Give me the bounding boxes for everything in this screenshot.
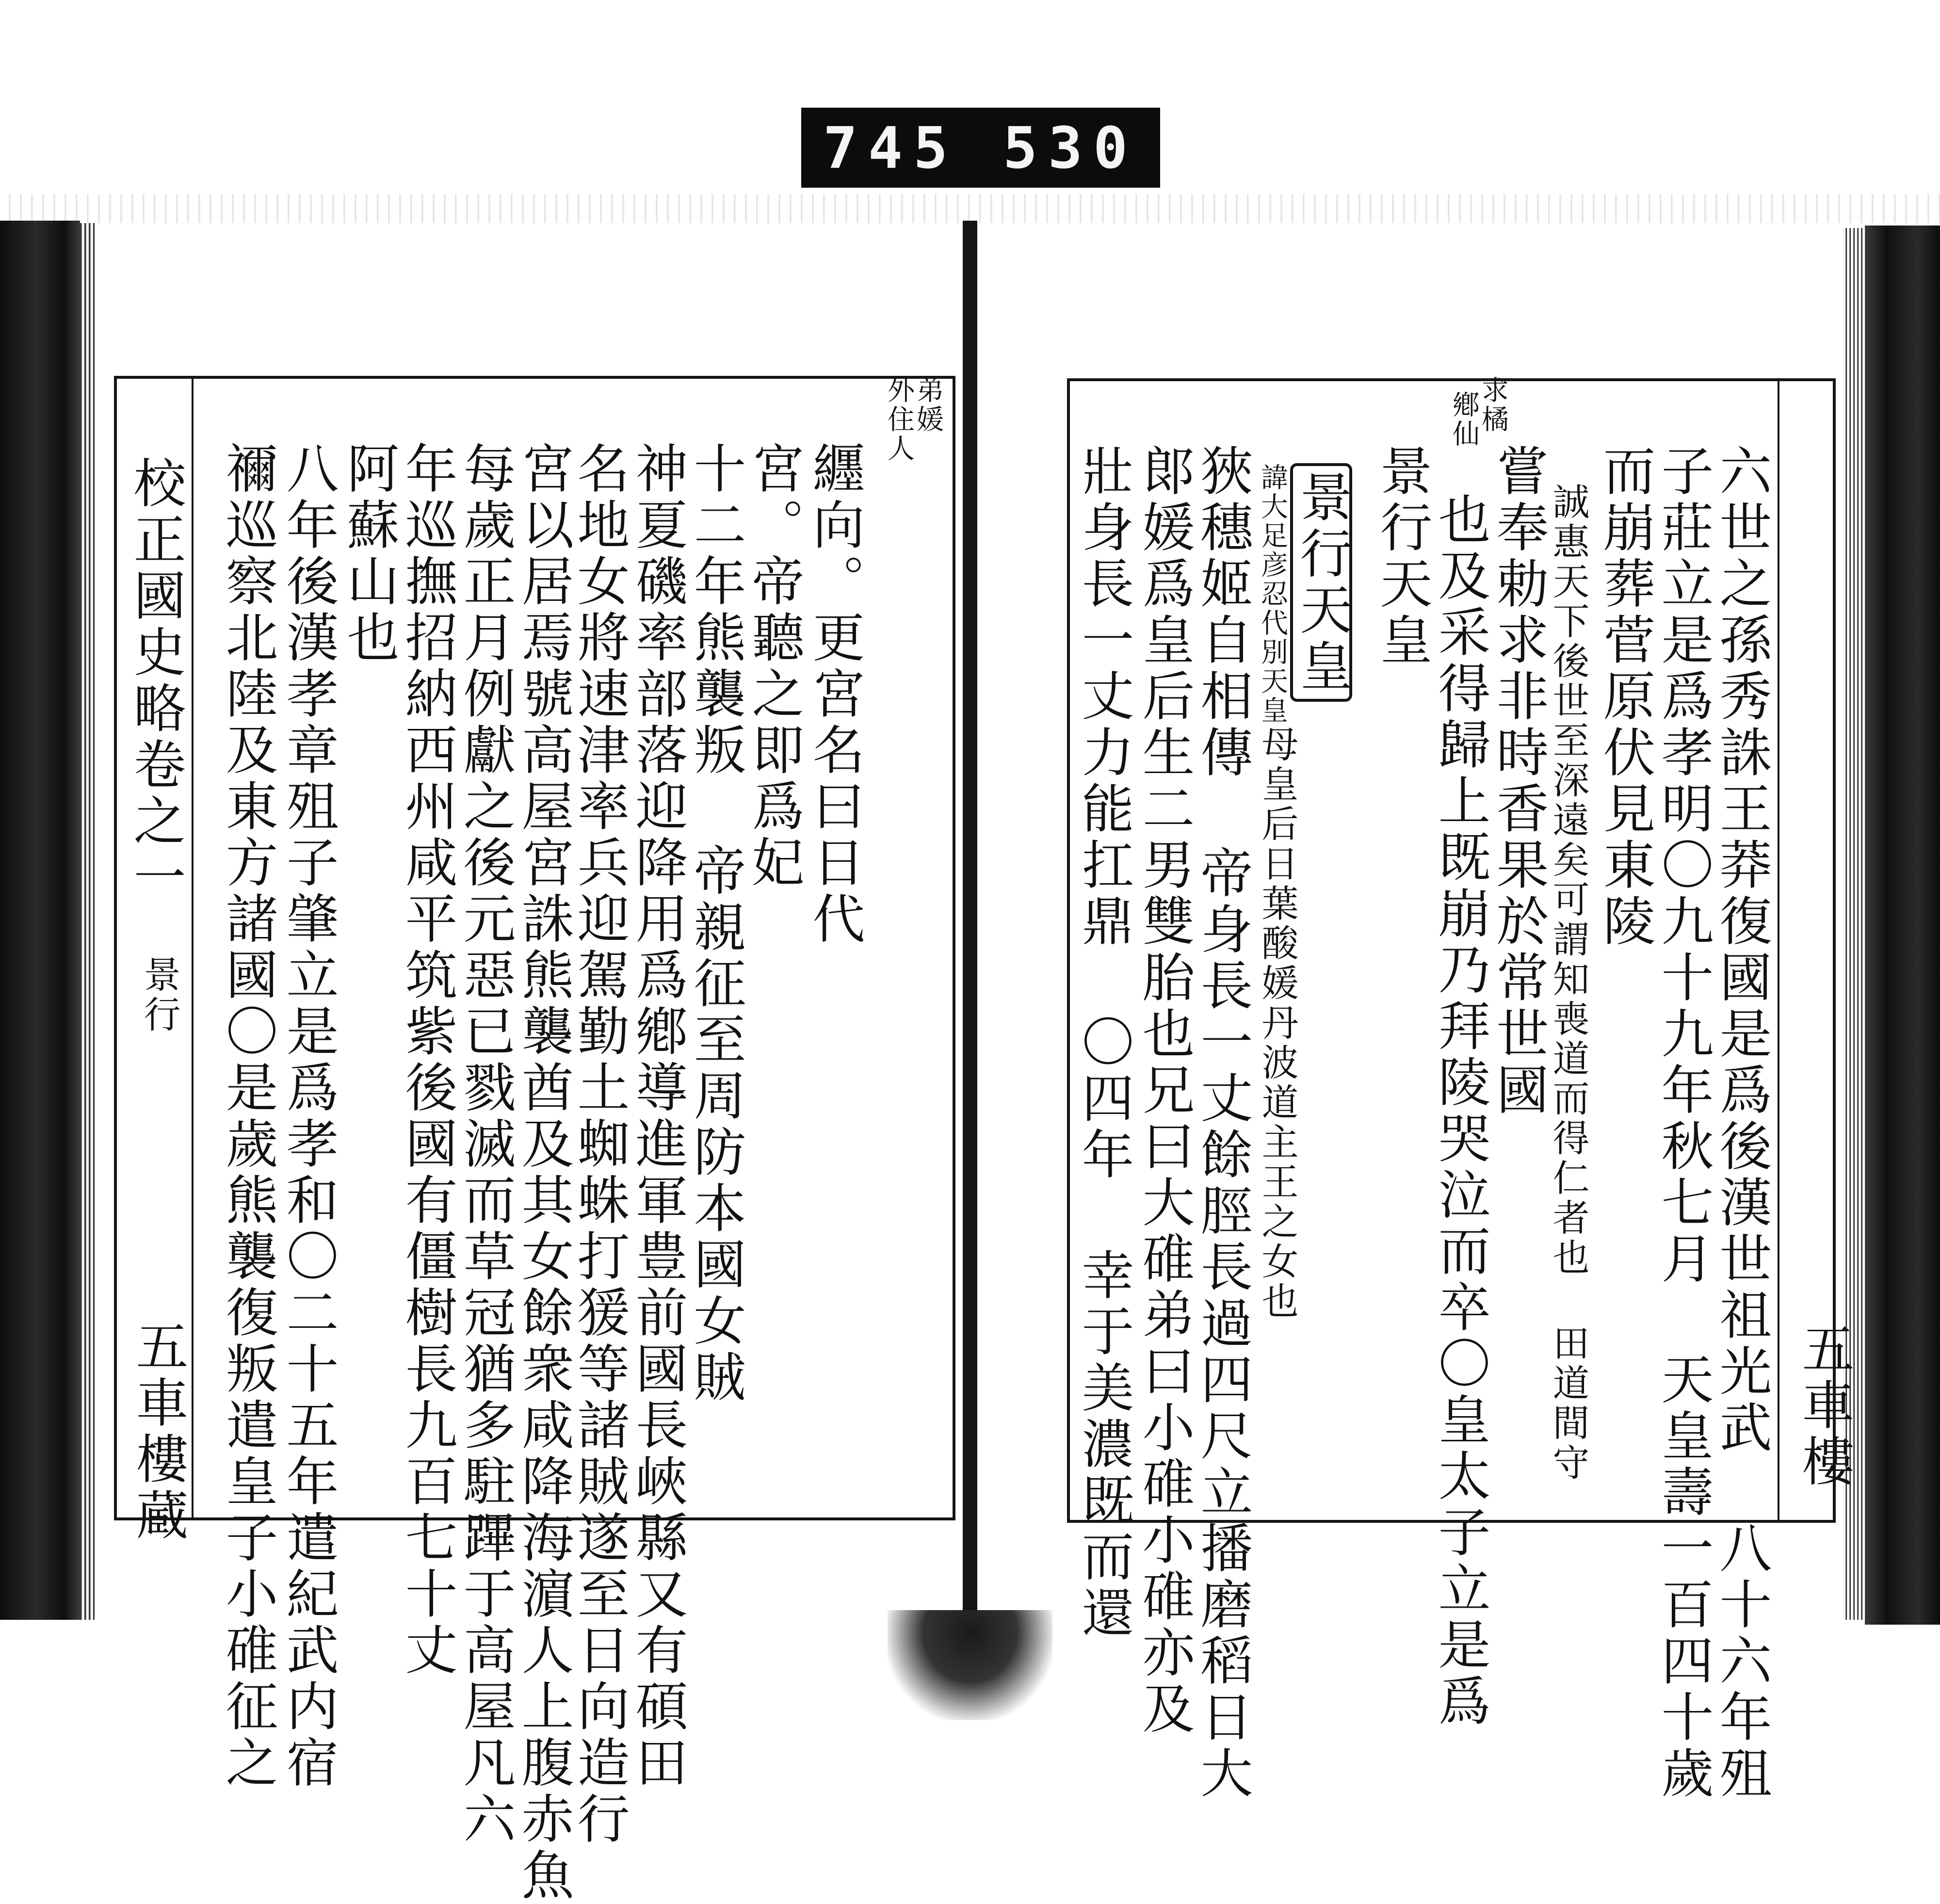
left-column-1: 纒向。更宮名曰日代 <box>804 441 864 948</box>
running-title: 校正國史略卷之一 <box>125 456 185 906</box>
archive-number-label <box>801 108 1160 188</box>
right-column-11: 壯身長一丈力能扛鼎 〇四年 幸于美濃既而還 <box>1073 444 1133 1642</box>
headnote-1: 弟媛 <box>912 376 944 434</box>
right-column-2: 子莊立是爲孝明〇九十九年秋七月 天皇壽一百四十歲 <box>1652 444 1713 1802</box>
right-column-1: 六世之孫秀誅王莽復國是爲後漢世祖光武 八十六年殂 <box>1711 444 1771 1802</box>
left-column-10: 八年後漢孝章殂子肇立是爲孝和〇二十五年遣紀武内宿 <box>277 441 338 1791</box>
left-column-rule <box>192 376 194 1520</box>
archive-number-right: 530 <box>1002 114 1138 181</box>
left-column-8: 年巡撫招納西州咸平筑紫後國有僵樹長九百七十丈 <box>396 441 457 1679</box>
right-column-6: 也及采得歸上既崩乃拜陵哭泣而卒〇皇太子立是爲 <box>1429 492 1490 1730</box>
reign-title-box: 景行天皇 <box>1290 463 1352 702</box>
left-column-4: 神夏磯率部落迎降用爲鄕導進軍豊前國長峽縣又有碩田 <box>627 441 687 1791</box>
publisher-footer-right: 五車樓 <box>1793 1322 1854 1490</box>
running-reign: 景行 <box>138 955 181 1035</box>
right-column-3: 而崩葬菅原伏見東陵 <box>1594 444 1655 950</box>
reign-subtitle: 諱大足彦忍代別天皇 <box>1257 463 1288 725</box>
mother-note: 母皇后日葉酸媛丹波道主王之女也 <box>1256 725 1299 1322</box>
headnote-2: 外住人 <box>883 376 915 463</box>
page-edges-left <box>80 223 95 1620</box>
book-gutter <box>963 221 977 1620</box>
gutter-shadow <box>888 1610 1052 1720</box>
left-top-rule <box>114 376 955 378</box>
left-column-6: 宮以居焉號高屋宮誅熊襲酋及其女餘衆咸降海濵人上腹赤魚 <box>513 441 573 1904</box>
left-column-3: 十二年熊襲叛 帝親征至周防本國女賊 <box>685 441 745 1406</box>
right-column-4: 誠惠天下後世至深遠矣可謂知喪道而得仁者也 田道間守 <box>1547 483 1590 1483</box>
left-page <box>95 228 963 1904</box>
book-cover-right <box>1865 226 1940 1625</box>
archive-number-left: 745 <box>823 114 959 181</box>
right-column-9: 狹穗姬自相傳 帝身長一丈餘脛長過四尺立播磨稻日大 <box>1192 444 1252 1802</box>
right-headnote-2: 鄕仙 <box>1448 390 1480 449</box>
left-column-9: 阿蘇山也 <box>338 441 399 666</box>
book-cover-left <box>0 221 80 1620</box>
left-column-2: 宮。帝聽之即爲妃 <box>743 441 804 891</box>
right-page <box>977 230 1854 1802</box>
right-column-7: 景行天皇 <box>1371 444 1432 669</box>
scan-noise <box>0 194 1940 223</box>
left-column-5: 名地女將速津率兵迎駕勤土蜘蛛打猨等諸賊遂至日向造行 <box>568 441 629 1848</box>
left-column-7: 每歲正月例獻之後元惡已戮滅而草冠猶多駐蹕于高屋凡六 <box>454 441 515 1848</box>
publisher-footer-left: 五車樓蔵 <box>127 1319 188 1544</box>
right-headnote-1: 求橘 <box>1477 376 1509 434</box>
right-column-10: 郞媛爲皇后生二男雙胎也兄曰大碓弟曰小碓小碓亦及 <box>1133 444 1194 1738</box>
right-column-5: 嘗奉勅求非時香果於常世國 <box>1487 444 1548 1119</box>
right-column-rule <box>1778 378 1779 1523</box>
left-column-11: 禰巡察北陸及東方諸國〇是歲熊襲復叛遣皇子小碓征之 <box>217 441 277 1791</box>
